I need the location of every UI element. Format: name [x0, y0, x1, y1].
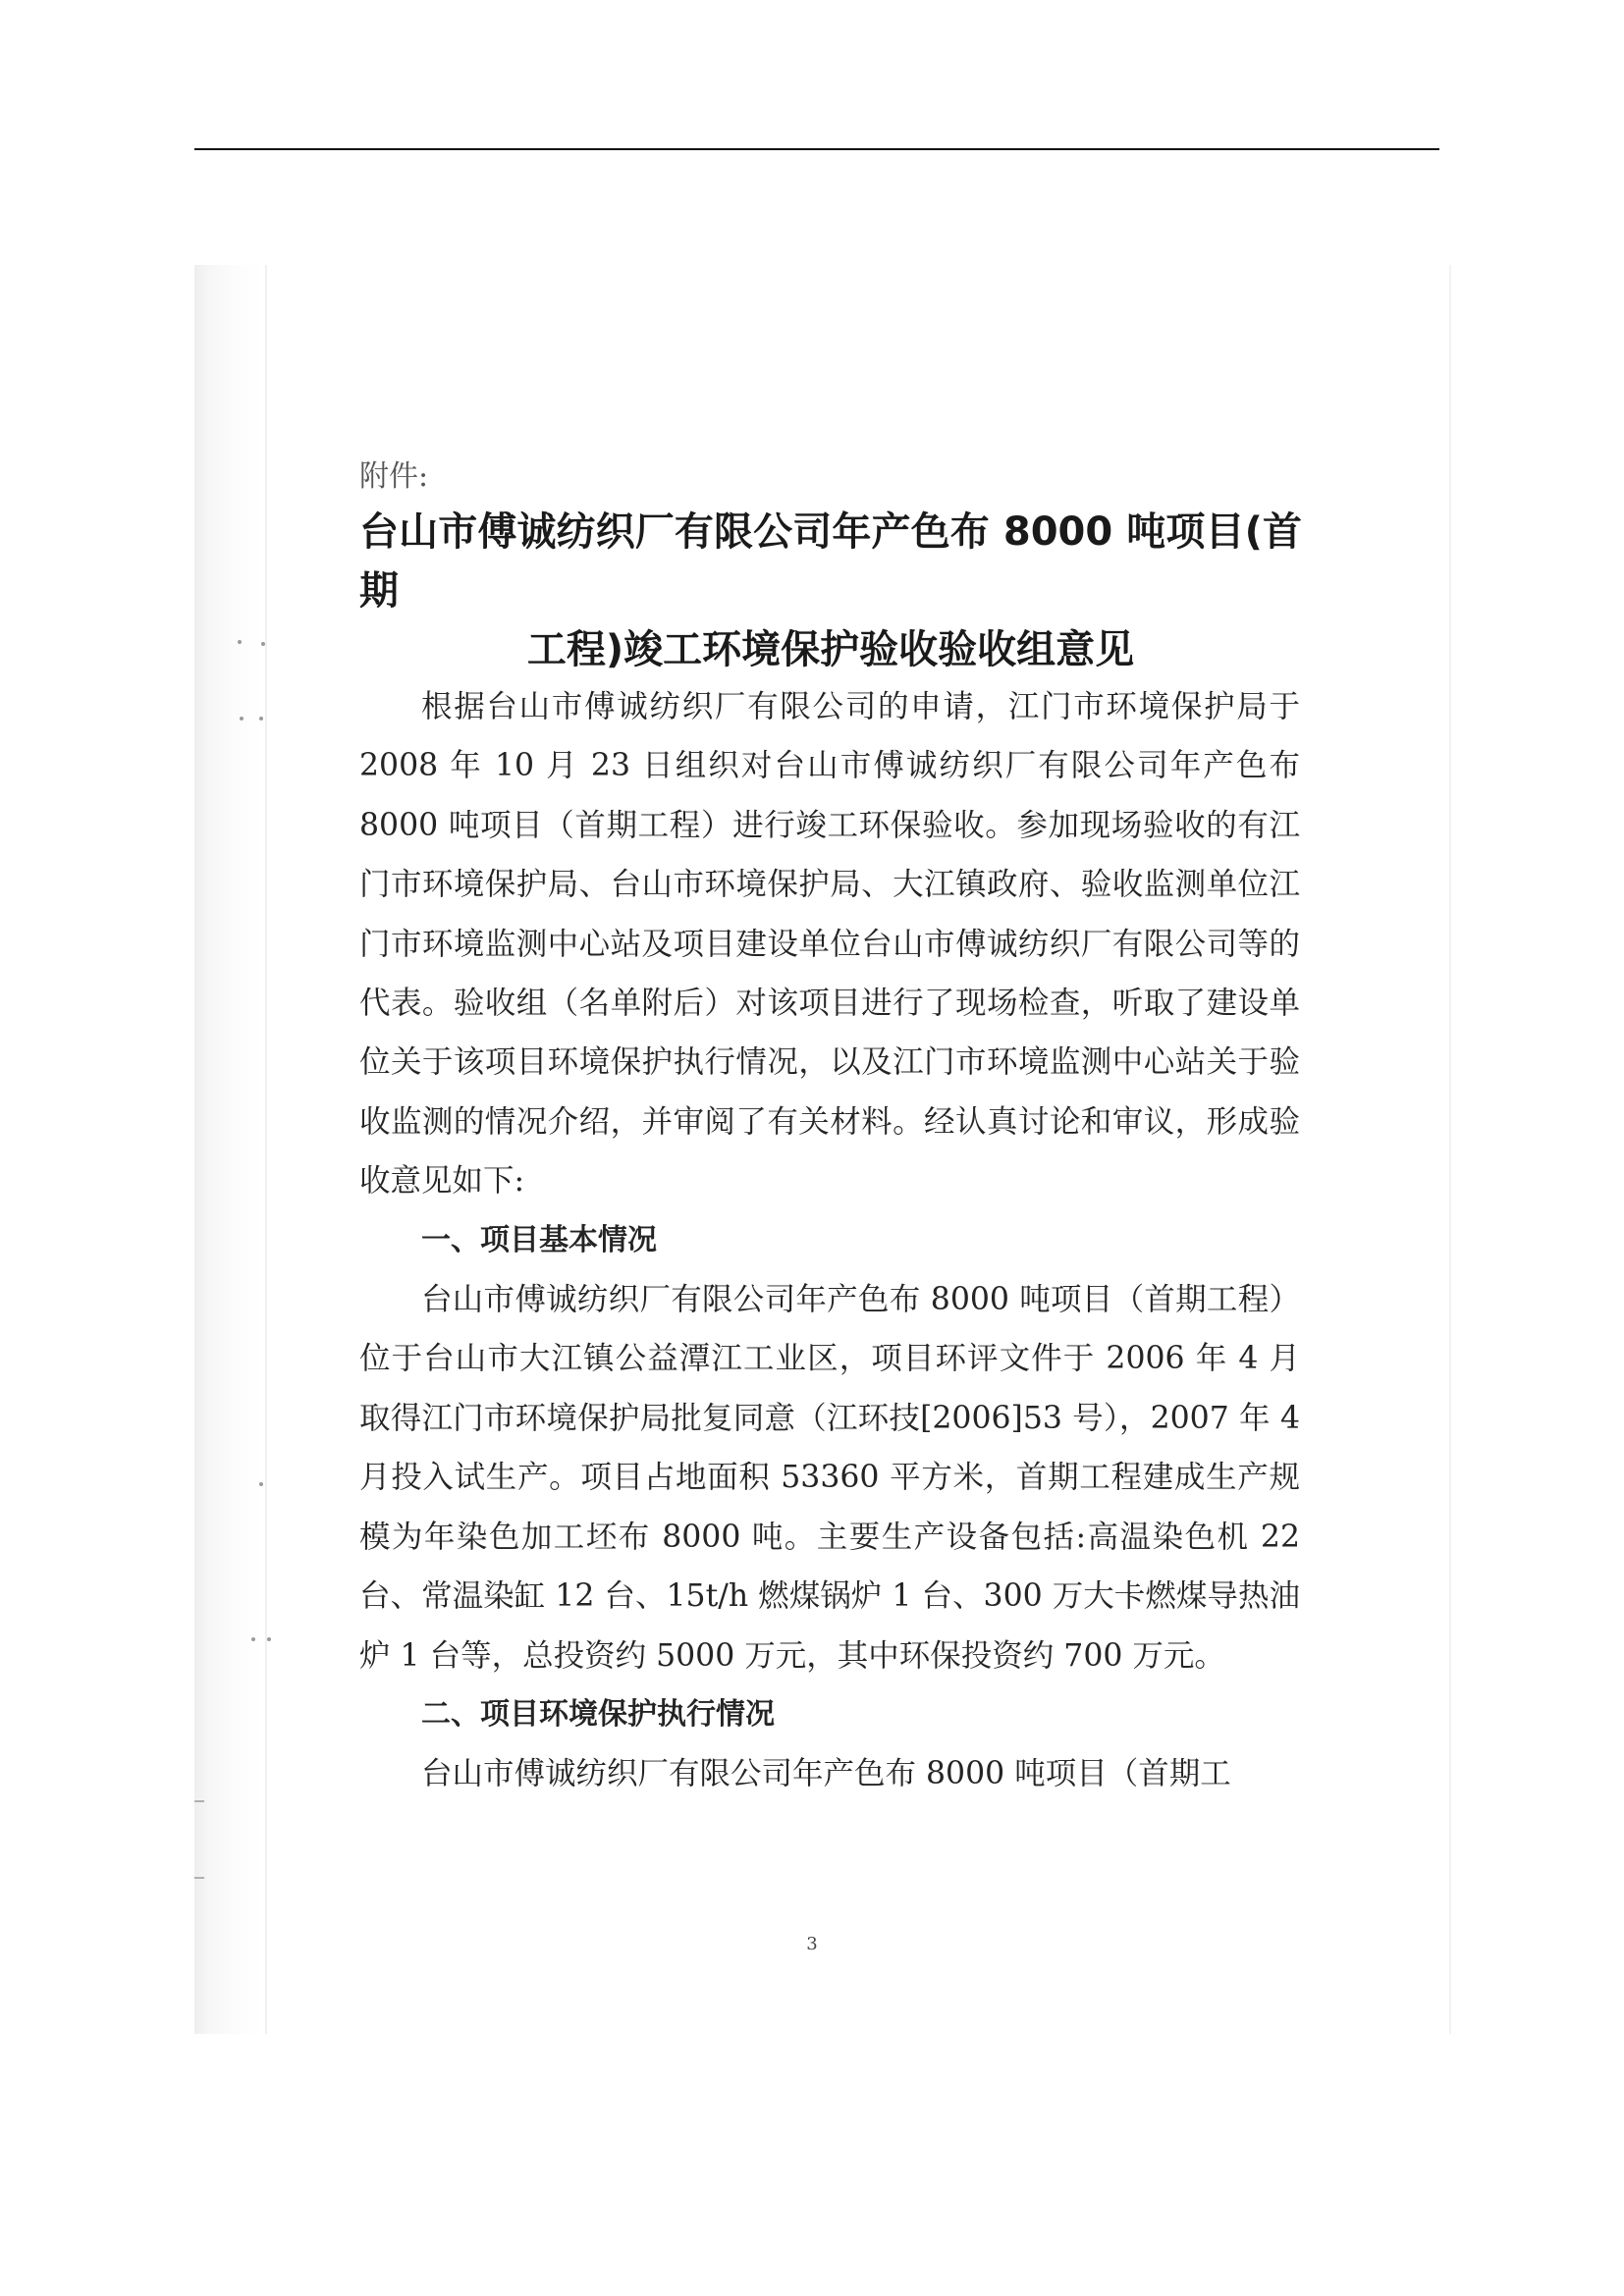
intro-paragraph: 根据台山市傅诚纺织厂有限公司的申请，江门市环境保护局于 2008 年 10 月 23 日组织对台山市傅诚纺织厂有限公司年产色布 8000 吨项目（首期工程）进行竣工环保验收。参加现场验收的有江门市环境保护局、台山市环境保护局、大江镇政府、验收监测单位江门市环境监测中心站及项目建设单位台山市傅诚纺织厂有限公司等的代表。验收组（名单附后）对该项目进行了现场检查，听取了建设单位关于该项目环境保护执行情况，以及江门市环境监测中心站关于验收监测的情况介绍，并审阅了有关材料。经认真讨论和审议，形成验收意见如下: — [359, 689, 1300, 1200]
scan-speck — [259, 1482, 263, 1486]
attachment-label: 附件: — [359, 459, 429, 494]
section-2-heading: 二、项目环境保护执行情况 — [421, 1696, 775, 1732]
page-fold-line — [1449, 265, 1451, 2034]
section-1-heading: 一、项目基本情况 — [421, 1222, 657, 1257]
document-title — [359, 503, 1302, 679]
section-2-paragraph: 台山市傅诚纺织厂有限公司年产色布 8000 吨项目（首期工 — [421, 1756, 1231, 1792]
header-rule — [194, 148, 1439, 150]
scan-edge-shadow — [265, 265, 267, 2034]
scan-speck — [240, 717, 244, 721]
title-line-2: 工程)竣工环境保护验收验收组意见 — [526, 627, 1135, 672]
scan-speck — [238, 640, 242, 644]
scan-speck — [259, 717, 263, 721]
scan-speck — [267, 1637, 271, 1641]
page-number: 3 — [806, 1934, 818, 1954]
scan-tick — [194, 1877, 204, 1879]
title-line-1: 台山市傅诚纺织厂有限公司年产色布 8000 吨项目(首期 — [359, 509, 1302, 614]
scan-speck — [261, 642, 265, 646]
document-body — [359, 677, 1300, 1804]
section-1-paragraph: 台山市傅诚纺织厂有限公司年产色布 8000 吨项目（首期工程）位于台山市大江镇公益潭江工业区，项目环评文件于 2006 年 4 月取得江门市环境保护局批复同意（江环技[2006]53 号），2007 年 4 月投入试生产。项目占地面积 53360 平方米，首期工程建成生产规模为年染色加工坯布 8000 吨。主要生产设备包括:高温染色机 22 台、常温染缸 12 台、15t/h 燃煤锅炉 1 台、300 万大卡燃煤导热油炉 1 台等，总投资约 5000 万元，其中环保投资约 700 万元。 — [359, 1282, 1300, 1674]
scan-tick — [194, 1800, 204, 1802]
scan-speck — [251, 1637, 255, 1641]
